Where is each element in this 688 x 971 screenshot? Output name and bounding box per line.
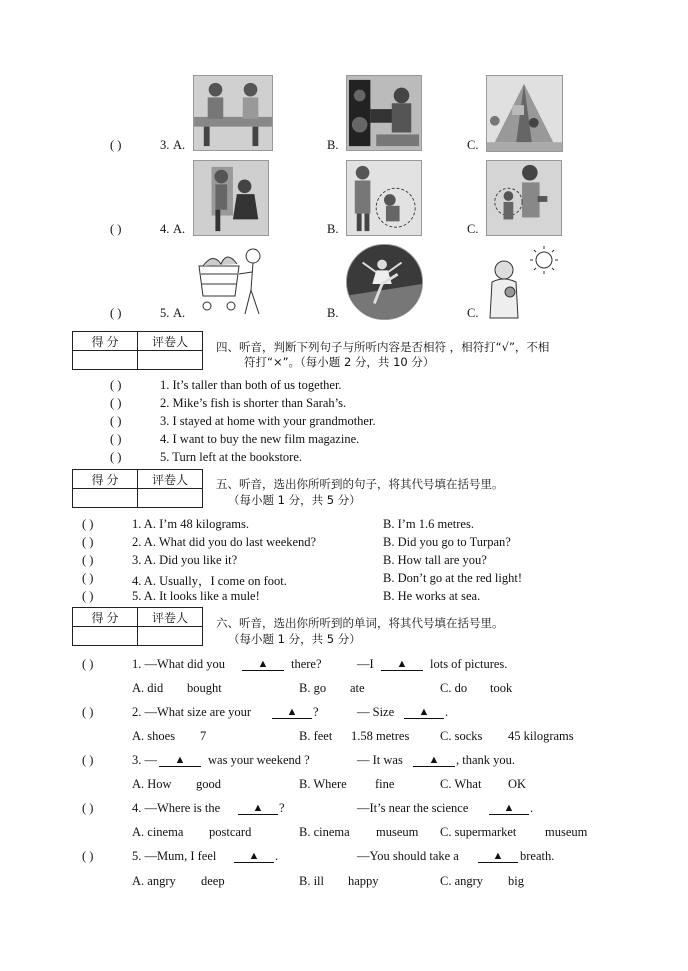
option: A. angry — [132, 874, 176, 888]
option-b: B. How tall are you? — [383, 553, 487, 567]
blank-marker[interactable]: ▲ — [413, 754, 455, 767]
grader-cell[interactable] — [138, 627, 203, 646]
score-cell[interactable] — [73, 351, 138, 370]
option-a: 1. A. I’m 48 kilograms. — [132, 517, 250, 531]
grader-cell[interactable] — [138, 489, 203, 508]
question-text: 4. —Where is the — [132, 801, 221, 815]
answer-paren[interactable]: ( ) — [82, 535, 94, 549]
section-6-title-line2: （每小题 1 分，共 5 分） — [228, 632, 361, 646]
question-text: . — [445, 705, 449, 719]
blank-marker[interactable]: ▲ — [159, 754, 201, 767]
section-4-title: 四、听音，判断下列句子与所听内容是否相符 ，相符打“√”，不相 — [216, 340, 550, 354]
option-a: 3. A. Did you like it? — [132, 553, 238, 567]
option-a: 2. A. What did you do last weekend? — [132, 535, 317, 549]
answer-paren[interactable]: ( ) — [82, 589, 94, 603]
question-text: — Size — [357, 705, 395, 719]
mother-and-child-picture[interactable] — [193, 160, 269, 236]
score-box — [72, 331, 203, 370]
man-in-sun-picture[interactable] — [486, 244, 562, 320]
answer-paren[interactable]: ( ) — [110, 222, 122, 236]
blank-marker[interactable]: ▲ — [478, 850, 518, 863]
question-text: ? — [313, 705, 319, 719]
ballet-dancer-picture[interactable] — [346, 244, 423, 320]
blank-marker[interactable]: ▲ — [242, 658, 284, 671]
answer-paren[interactable]: ( ) — [82, 753, 94, 767]
teacher-and-boy-picture[interactable] — [346, 160, 422, 236]
option: took — [490, 681, 513, 695]
grader-label: 评卷人 — [138, 608, 203, 627]
list-item: 4. I want to buy the new film magazine. — [160, 432, 360, 446]
blank-marker[interactable]: ▲ — [404, 706, 444, 719]
list-item: 1. It’s taller than both of us together. — [160, 378, 342, 392]
score-cell[interactable] — [73, 627, 138, 646]
score-label: 得 分 — [73, 332, 138, 351]
answer-paren[interactable]: ( ) — [110, 450, 122, 464]
tent-camping-picture[interactable] — [486, 75, 563, 152]
option: B. feet — [299, 729, 333, 743]
option: 1.58 metres — [351, 729, 410, 743]
answer-paren[interactable]: ( ) — [82, 553, 94, 567]
option: C. angry — [440, 874, 484, 888]
question-number: 3. — [160, 138, 170, 152]
boy-with-stereo-picture[interactable] — [346, 75, 422, 151]
question-text: . — [275, 849, 279, 863]
option: A. How — [132, 777, 172, 791]
score-box — [72, 607, 203, 646]
section-5-title-line2: （每小题 1 分，共 5 分） — [228, 493, 361, 507]
question-text: there? — [291, 657, 322, 671]
question-number: 4. — [160, 222, 170, 236]
question-text: lots of pictures. — [430, 657, 508, 671]
option: bought — [187, 681, 222, 695]
option-label: B. — [327, 138, 339, 152]
option: postcard — [209, 825, 252, 839]
option-b: B. Don’t go at the red light! — [383, 571, 522, 585]
option: good — [196, 777, 221, 791]
question-text: 3. — — [132, 753, 157, 767]
option: B. cinema — [299, 825, 350, 839]
shopping-cart-picture[interactable] — [193, 244, 271, 320]
option-label: C. — [467, 222, 479, 236]
list-item: 5. Turn left at the bookstore. — [160, 450, 303, 464]
score-box — [72, 469, 203, 508]
blank-marker[interactable]: ▲ — [238, 802, 278, 815]
option-a: 5. A. It looks like a mule! — [132, 589, 260, 603]
option-a: 4. A. Usually，I come on foot. — [132, 574, 287, 588]
grader-cell[interactable] — [138, 351, 203, 370]
answer-paren[interactable]: ( ) — [82, 849, 94, 863]
question-text: —You should take a — [357, 849, 459, 863]
score-cell[interactable] — [73, 489, 138, 508]
option-label: C. — [467, 306, 479, 320]
option: museum — [376, 825, 419, 839]
option-b: B. Did you go to Turpan? — [383, 535, 511, 549]
answer-paren[interactable]: ( ) — [110, 396, 122, 410]
blank-marker[interactable]: ▲ — [489, 802, 529, 815]
option: ate — [350, 681, 365, 695]
answer-paren[interactable]: ( ) — [82, 517, 94, 531]
answer-paren[interactable]: ( ) — [110, 432, 122, 446]
option-label: B. — [327, 306, 339, 320]
option-b: B. I’m 1.6 metres. — [383, 517, 474, 531]
question-text: was your weekend ? — [208, 753, 310, 767]
question-number: 5. — [160, 306, 170, 320]
option-b: B. He works at sea. — [383, 589, 481, 603]
option: B. go — [299, 681, 327, 695]
friends-sitting-picture[interactable] — [193, 75, 273, 151]
answer-paren[interactable]: ( ) — [110, 378, 122, 392]
option: deep — [201, 874, 225, 888]
option: C. supermarket — [440, 825, 517, 839]
question-text: 5. —Mum, I feel — [132, 849, 217, 863]
option: museum — [545, 825, 588, 839]
question-text: . — [530, 801, 534, 815]
mother-helping-child-picture[interactable] — [486, 160, 562, 236]
score-label: 得 分 — [73, 470, 138, 489]
option: 7 — [200, 729, 207, 743]
answer-paren[interactable]: ( ) — [110, 306, 122, 320]
question-text: 2. —What size are your — [132, 705, 252, 719]
section-6-title: 六、听音，选出你所听到的单词，将其代号填在括号里。 — [216, 616, 504, 630]
option: 45 kilograms — [508, 729, 574, 743]
grader-label: 评卷人 — [138, 470, 203, 489]
option: C. do — [440, 681, 468, 695]
option-label: A. — [173, 138, 186, 152]
section-5-title: 五、听音，选出你所听到的句子，将其代号填在括号里。 — [216, 477, 504, 491]
option-label: A. — [173, 306, 186, 320]
option: C. socks — [440, 729, 483, 743]
blank-marker[interactable]: ▲ — [381, 658, 423, 671]
answer-paren[interactable]: ( ) — [110, 138, 122, 152]
question-text: ? — [279, 801, 285, 815]
answer-paren[interactable]: ( ) — [110, 414, 122, 428]
option-label: B. — [327, 222, 339, 236]
blank-marker[interactable]: ▲ — [234, 850, 274, 863]
answer-paren[interactable]: ( ) — [82, 801, 94, 815]
question-text: , thank you. — [456, 753, 516, 767]
answer-paren[interactable]: ( ) — [82, 705, 94, 719]
list-item: 3. I stayed at home with your grandmother. — [160, 414, 376, 428]
option: A. cinema — [132, 825, 184, 839]
section-4-title-line2: 符打“×”。（每小题 2 分，共 10 分） — [244, 355, 435, 369]
option: A. did — [132, 681, 164, 695]
option: big — [508, 874, 524, 888]
answer-paren[interactable]: ( ) — [82, 571, 94, 585]
grader-label: 评卷人 — [138, 332, 203, 351]
question-text: 1. —What did you — [132, 657, 226, 671]
option: C. What — [440, 777, 482, 791]
option: happy — [348, 874, 379, 888]
option: B. Where — [299, 777, 347, 791]
option: OK — [508, 777, 527, 791]
option-label: C. — [467, 138, 479, 152]
answer-paren[interactable]: ( ) — [82, 657, 94, 671]
question-text: breath. — [520, 849, 555, 863]
question-text: — It was — [357, 753, 403, 767]
option: A. shoes — [132, 729, 176, 743]
option: fine — [375, 777, 395, 791]
score-label: 得 分 — [73, 608, 138, 627]
question-text: —I — [357, 657, 374, 671]
question-text: —It’s near the science — [357, 801, 469, 815]
option: B. ill — [299, 874, 325, 888]
list-item: 2. Mike’s fish is shorter than Sarah’s. — [160, 396, 347, 410]
option-label: A. — [173, 222, 186, 236]
blank-marker[interactable]: ▲ — [272, 706, 312, 719]
